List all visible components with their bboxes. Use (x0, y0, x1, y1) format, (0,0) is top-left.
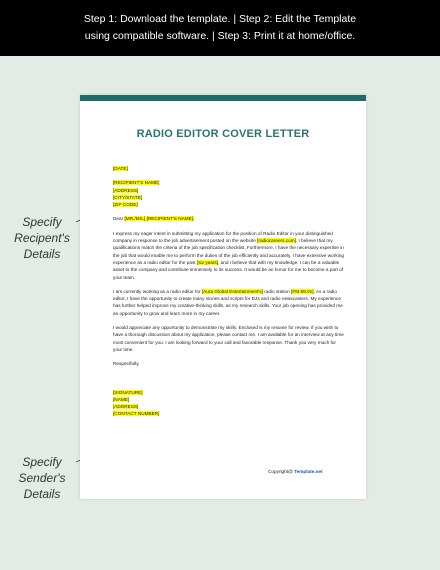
callout-line: Details (23, 247, 61, 261)
recipient-zip-field: [ZIP CODE] (113, 202, 138, 208)
website-field: [radiocareers.com] (257, 238, 296, 244)
sender-name-field: [NAME] (113, 396, 130, 402)
callout-line: Specify (22, 455, 62, 469)
years-field: [six years] (196, 259, 219, 265)
callout-line: Specify (22, 215, 62, 229)
banner-line-1: Step 1: Download the template. | Step 2: Edit the Template (83, 13, 357, 25)
recipient-block (113, 179, 345, 208)
sender-address-field: [ADDRESS] (113, 404, 139, 410)
salutation-field: [MR./MS.] [RECIPIENT'S NAME], (124, 216, 195, 222)
signature-field: [SIGNATURE] (113, 389, 143, 395)
paragraph-2: I am currently working as a radio editor for [Aura Global Entertainment's] radio station [FM 89.01]. As a radio editor, I have the opportunity to create many stories and scripts for DJs and radio newscasters. My experience has further helped improve my creative-thinking skills, as my research skills. Your job opening has provided me an opportunity to grow and learn more in my career. (113, 288, 343, 316)
company-field: [Aura Global Entertainment's] (201, 288, 263, 294)
letter-body (113, 165, 345, 418)
document-title: RADIO EDITOR COVER LETTER (136, 128, 310, 140)
sender-details-callout (10, 454, 74, 502)
recipient-name-field: [RECIPIENT'S NAME] (113, 180, 160, 186)
recipient-details-callout (10, 214, 74, 262)
document-header-bar (80, 95, 366, 101)
contact-number-field: [CONTACT NUMBER] (113, 411, 160, 417)
callout-line: Sender's (18, 471, 66, 485)
paragraph-3: I would appreciate any opportunity to demonstrate my skills. Enclosed is my resume for review. If you wish to have a thorough discussion about my application, please contact me. I am available for an interview at any time most convenient for you. I am looking forward to your call and favorable response. Thank you very much for your time. (113, 325, 344, 352)
template-net-link[interactable]: Template.net (294, 469, 323, 474)
recipient-city-field: [CITY/STATE] (113, 194, 142, 200)
copyright-footer: Copyright@ Template.net (268, 469, 323, 474)
station-field: [FM 89.01] (291, 288, 314, 294)
cover-letter-document (80, 95, 366, 499)
paragraph-1: I express my eager intent in submitting my application for the position of Radio Editor in your distinguished company in response to the job advertisement posted on the website [radiocareers.com]. I believe that my qualifications match the criteria of the job specification checklist. Furthermore, I have the necessary expertise in the job that would enable me to perform the duties of the job efficiently and accurately. I have extensive working experience as a radio editor for the past [six years], and I believe that with my knowledge, I can be a valuable asset to the company and contribute immensely to its success. It would be an honor for me to become a part of your team. (113, 230, 344, 280)
banner-line-2: using compatible software. | Step 3: Print it at home/office. (84, 30, 356, 42)
callout-line: Details (23, 487, 61, 501)
recipient-address-field: [ADDRESS] (113, 187, 139, 193)
salutation: Dear [MR./MS.] [RECIPIENT'S NAME], (113, 216, 195, 222)
closing: Respectfully, (113, 361, 140, 367)
date-field: [DATE] (113, 166, 128, 171)
callout-line: Recipent's (14, 231, 70, 245)
instruction-banner (0, 0, 440, 56)
sender-block (113, 389, 345, 418)
